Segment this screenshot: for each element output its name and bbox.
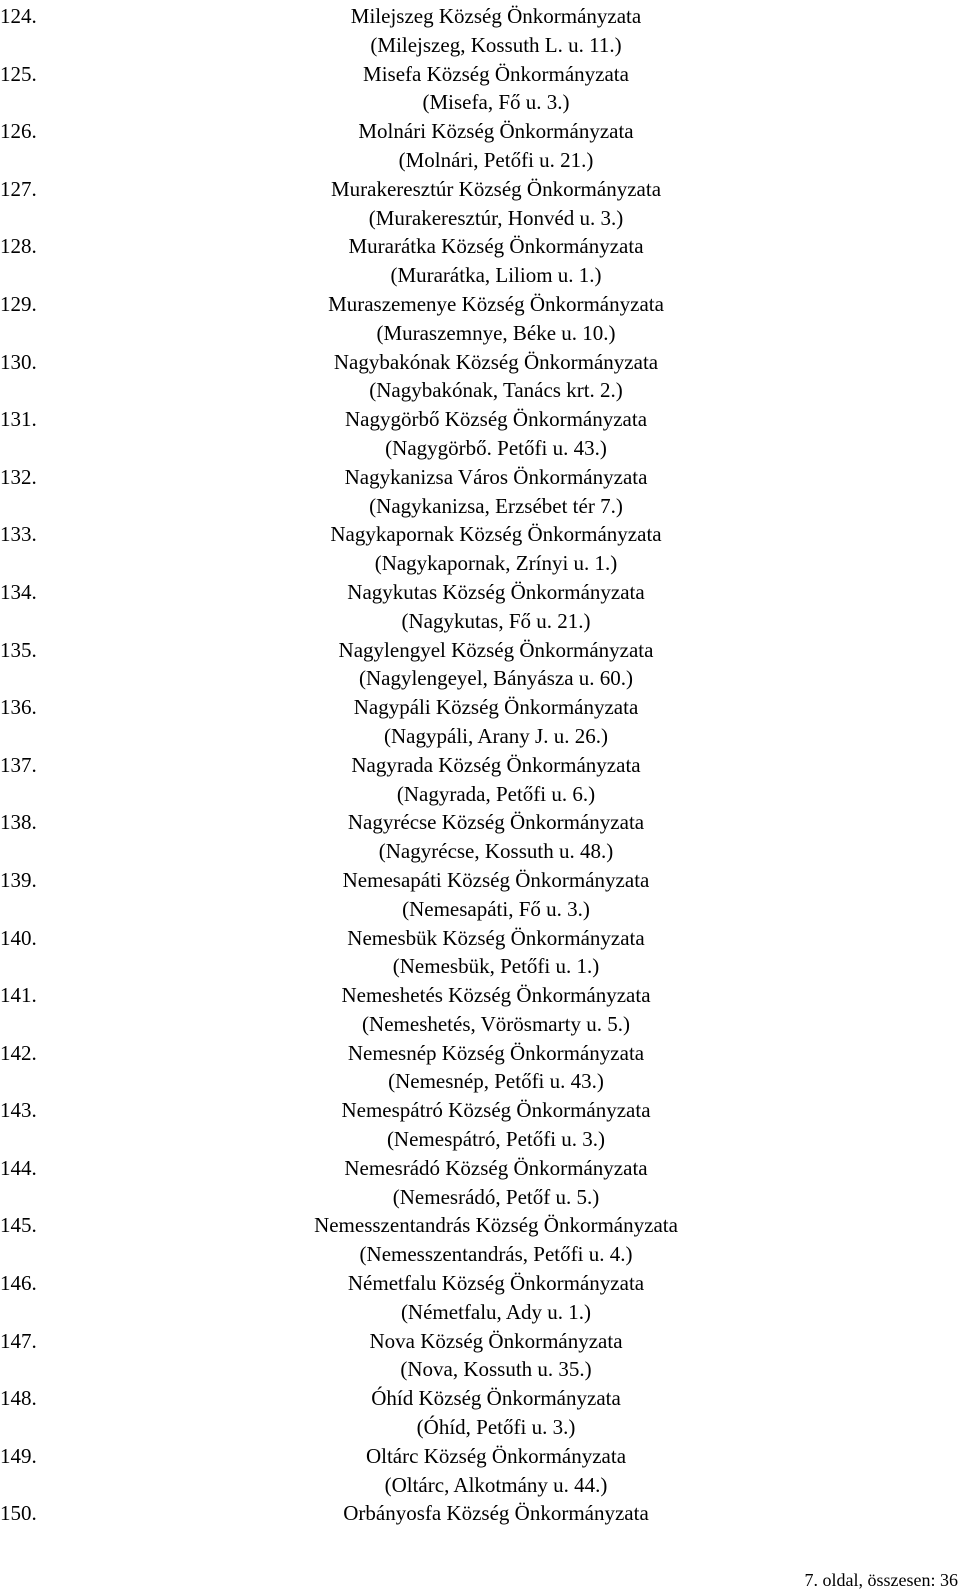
- entry-address-line: [0, 1125, 960, 1154]
- entry-name-line: [0, 636, 960, 665]
- entry-address-line: [0, 837, 960, 866]
- entry-number: 137.: [0, 752, 37, 777]
- entry-name-line: [0, 405, 960, 434]
- entry-name-line: [0, 60, 960, 89]
- entry-name: Nagybakónak Község Önkormányzata: [333, 349, 659, 374]
- entry-address: (Nemesbük, Petőfi u. 1.): [392, 954, 600, 979]
- entry-name: Nova Község Önkormányzata: [369, 1328, 623, 1353]
- entry-address: (Murakeresztúr, Honvéd u. 3.): [368, 205, 624, 230]
- entry-address-line: [0, 549, 960, 578]
- entry-number: 135.: [0, 637, 37, 662]
- entry-name-line: [0, 1269, 960, 1298]
- entry-address: (Óhíd, Petőfi u. 3.): [416, 1415, 576, 1440]
- entry-address: (Oltárc, Alkotmány u. 44.): [384, 1472, 608, 1497]
- list-item: [0, 1039, 960, 1097]
- list-item: [0, 751, 960, 809]
- entry-number: 146.: [0, 1271, 37, 1296]
- entry-number: 141.: [0, 983, 37, 1008]
- entry-address-line: [0, 1298, 960, 1327]
- entry-number: 130.: [0, 349, 37, 374]
- entry-address-line: [0, 31, 960, 60]
- list-item: [0, 578, 960, 636]
- entry-name: Nagykutas Község Önkormányzata: [347, 579, 645, 604]
- entry-number: 132.: [0, 464, 37, 489]
- entry-address-line: [0, 1240, 960, 1269]
- entry-address-line: [0, 204, 960, 233]
- list-item: [0, 232, 960, 290]
- municipality-list: [0, 2, 960, 1557]
- list-item: [0, 1211, 960, 1269]
- entry-name-line: [0, 1499, 960, 1528]
- entry-address: (Murarátka, Liliom u. 1.): [390, 263, 602, 288]
- entry-name-line: [0, 1327, 960, 1356]
- entry-address-line: [0, 319, 960, 348]
- entry-number: 134.: [0, 579, 37, 604]
- list-item: [0, 693, 960, 751]
- entry-name-line: [0, 290, 960, 319]
- entry-address: (Nemesrádó, Petőf u. 5.): [392, 1184, 600, 1209]
- entry-address: (Nemesapáti, Fő u. 3.): [402, 896, 590, 921]
- entry-name-line: [0, 981, 960, 1010]
- entry-name-line: [0, 175, 960, 204]
- list-item: [0, 520, 960, 578]
- entry-address-line: [0, 1067, 960, 1096]
- entry-name: Nagyrécse Község Önkormányzata: [347, 810, 645, 835]
- entry-address-line: [0, 261, 960, 290]
- entry-address: (Molnári, Petőfi u. 21.): [398, 147, 594, 172]
- entry-address-line: [0, 1471, 960, 1500]
- entry-address: (Nagyrécse, Kossuth u. 48.): [378, 839, 614, 864]
- entry-number: 144.: [0, 1155, 37, 1180]
- entry-address-line: [0, 492, 960, 521]
- entry-name: Nemesbük Község Önkormányzata: [347, 925, 645, 950]
- entry-name-line: [0, 1211, 960, 1240]
- entry-number: 147.: [0, 1328, 37, 1353]
- entry-number: 148.: [0, 1386, 37, 1411]
- entry-name: Molnári Község Önkormányzata: [358, 119, 634, 144]
- entry-name-line: [0, 348, 960, 377]
- entry-address-line: [0, 780, 960, 809]
- entry-name-line: [0, 463, 960, 492]
- entry-address: (Milejszeg, Kossuth L. u. 11.): [370, 32, 622, 57]
- entry-address-line: [0, 1413, 960, 1442]
- entry-number: 149.: [0, 1443, 37, 1468]
- entry-address: (Nemespátró, Petőfi u. 3.): [386, 1127, 606, 1152]
- entry-number: 128.: [0, 234, 37, 259]
- entry-address: (Nagykutas, Fő u. 21.): [401, 608, 591, 633]
- list-item: [0, 1269, 960, 1327]
- entry-number: 136.: [0, 695, 37, 720]
- list-item: [0, 60, 960, 118]
- list-item: [0, 981, 960, 1039]
- list-item: [0, 924, 960, 982]
- entry-address-line: [0, 1183, 960, 1212]
- entry-address-line: [0, 664, 960, 693]
- entry-address: (Nagykapornak, Zrínyi u. 1.): [374, 551, 618, 576]
- entry-address-line: [0, 952, 960, 981]
- entry-address: (Misefa, Fő u. 3.): [422, 90, 570, 115]
- entry-address: (Nagykanizsa, Erzsébet tér 7.): [369, 493, 623, 518]
- entry-name-line: [0, 578, 960, 607]
- entry-name: Nemesrádó Község Önkormányzata: [344, 1155, 648, 1180]
- entry-number: 131.: [0, 407, 37, 432]
- list-item: [0, 463, 960, 521]
- entry-address: (Muraszemnye, Béke u. 10.): [376, 320, 616, 345]
- entry-name: Óhíd Község Önkormányzata: [371, 1386, 621, 1411]
- entry-name: Nemespátró Község Önkormányzata: [341, 1098, 651, 1123]
- entry-name: Nagyrada Község Önkormányzata: [351, 752, 641, 777]
- entry-name: Nagykanizsa Város Önkormányzata: [344, 464, 648, 489]
- entry-name: Németfalu Község Önkormányzata: [347, 1271, 645, 1296]
- entry-name: Nagylengyel Község Önkormányzata: [338, 637, 654, 662]
- entry-address: (Nemesszentandrás, Petőfi u. 4.): [359, 1242, 633, 1267]
- entry-number: 142.: [0, 1040, 37, 1065]
- list-item: [0, 2, 960, 60]
- entry-address-line: [0, 376, 960, 405]
- entry-name: Murarátka Község Önkormányzata: [348, 234, 644, 259]
- entry-name-line: [0, 1096, 960, 1125]
- list-item: [0, 636, 960, 694]
- entry-name-line: [0, 1154, 960, 1183]
- entry-number: 133.: [0, 522, 37, 547]
- entry-name-line: [0, 520, 960, 549]
- list-item: [0, 1154, 960, 1212]
- entry-number: 145.: [0, 1213, 37, 1238]
- list-item: [0, 1327, 960, 1385]
- list-item: [0, 290, 960, 348]
- entry-name: Misefa Község Önkormányzata: [363, 61, 629, 86]
- entry-number: 127.: [0, 176, 37, 201]
- entry-name: Nemeshetés Község Önkormányzata: [341, 983, 651, 1008]
- entry-name: Nemesnép Község Önkormányzata: [347, 1040, 645, 1065]
- entry-name: Orbányosfa Község Önkormányzata: [343, 1501, 649, 1526]
- entry-address-line: [0, 895, 960, 924]
- list-item: [0, 1442, 960, 1500]
- entry-name-line: [0, 751, 960, 780]
- entry-name-line: [0, 693, 960, 722]
- entry-address-line: [0, 1010, 960, 1039]
- entry-name-line: [0, 924, 960, 953]
- entry-number: 125.: [0, 61, 37, 86]
- entry-name-line: [0, 2, 960, 31]
- entry-number: 126.: [0, 119, 37, 144]
- entry-name-line: [0, 866, 960, 895]
- entry-number: 140.: [0, 925, 37, 950]
- list-item: [0, 405, 960, 463]
- entry-address-line: [0, 722, 960, 751]
- entry-name: Murakeresztúr Község Önkormányzata: [330, 176, 662, 201]
- entry-address: (Nemeshetés, Vörösmarty u. 5.): [362, 1011, 630, 1036]
- list-item: [0, 808, 960, 866]
- list-item: [0, 348, 960, 406]
- entry-address: (Nagypáli, Arany J. u. 26.): [384, 723, 608, 748]
- entry-name-line: [0, 1039, 960, 1068]
- entry-address: (Nagybakónak, Tanács krt. 2.): [369, 378, 623, 403]
- entry-address: (Nova, Kossuth u. 35.): [400, 1357, 592, 1382]
- entry-name-line: [0, 1442, 960, 1471]
- entry-name-line: [0, 1384, 960, 1413]
- entry-number: 139.: [0, 867, 37, 892]
- entry-name: Nemesapáti Község Önkormányzata: [342, 867, 650, 892]
- entry-address-line: [0, 434, 960, 463]
- entry-number: 143.: [0, 1098, 37, 1123]
- entry-name: Nemesszentandrás Község Önkormányzata: [314, 1213, 678, 1238]
- entry-address-line: [0, 1355, 960, 1384]
- list-item: [0, 175, 960, 233]
- entry-name: Nagykapornak Község Önkormányzata: [330, 522, 662, 547]
- entry-name: Muraszemenye Község Önkormányzata: [328, 291, 664, 316]
- page-footer: 7. oldal, összesen: 36: [804, 1570, 958, 1590]
- entry-name: Nagypáli Község Önkormányzata: [353, 695, 639, 720]
- entry-name: Oltárc Község Önkormányzata: [365, 1443, 627, 1468]
- entry-address: (Nagygörbő. Petőfi u. 43.): [385, 435, 607, 460]
- list-item: [0, 1096, 960, 1154]
- entry-name-line: [0, 117, 960, 146]
- list-item: [0, 1384, 960, 1442]
- list-item: [0, 866, 960, 924]
- entry-name-line: [0, 232, 960, 261]
- list-item: [0, 117, 960, 175]
- entry-name: Milejszeg Község Önkormányzata: [350, 4, 642, 28]
- entry-number: 124.: [0, 4, 37, 28]
- entry-address-line: [0, 146, 960, 175]
- entry-address: (Nagyrada, Petőfi u. 6.): [396, 781, 596, 806]
- entry-number: 150.: [0, 1501, 37, 1526]
- list-item: [0, 1499, 960, 1557]
- entry-number: 138.: [0, 810, 37, 835]
- entry-name: Nagygörbő Község Önkormányzata: [344, 407, 648, 432]
- entry-address-line: [0, 607, 960, 636]
- entry-address: (Nagylengeyel, Bányásza u. 60.): [358, 666, 634, 691]
- entry-number: 129.: [0, 291, 37, 316]
- entry-address: (Nemesnép, Petőfi u. 43.): [388, 1069, 604, 1094]
- entry-address: (Németfalu, Ady u. 1.): [400, 1299, 592, 1324]
- entry-address-line: [0, 88, 960, 117]
- entry-name-line: [0, 808, 960, 837]
